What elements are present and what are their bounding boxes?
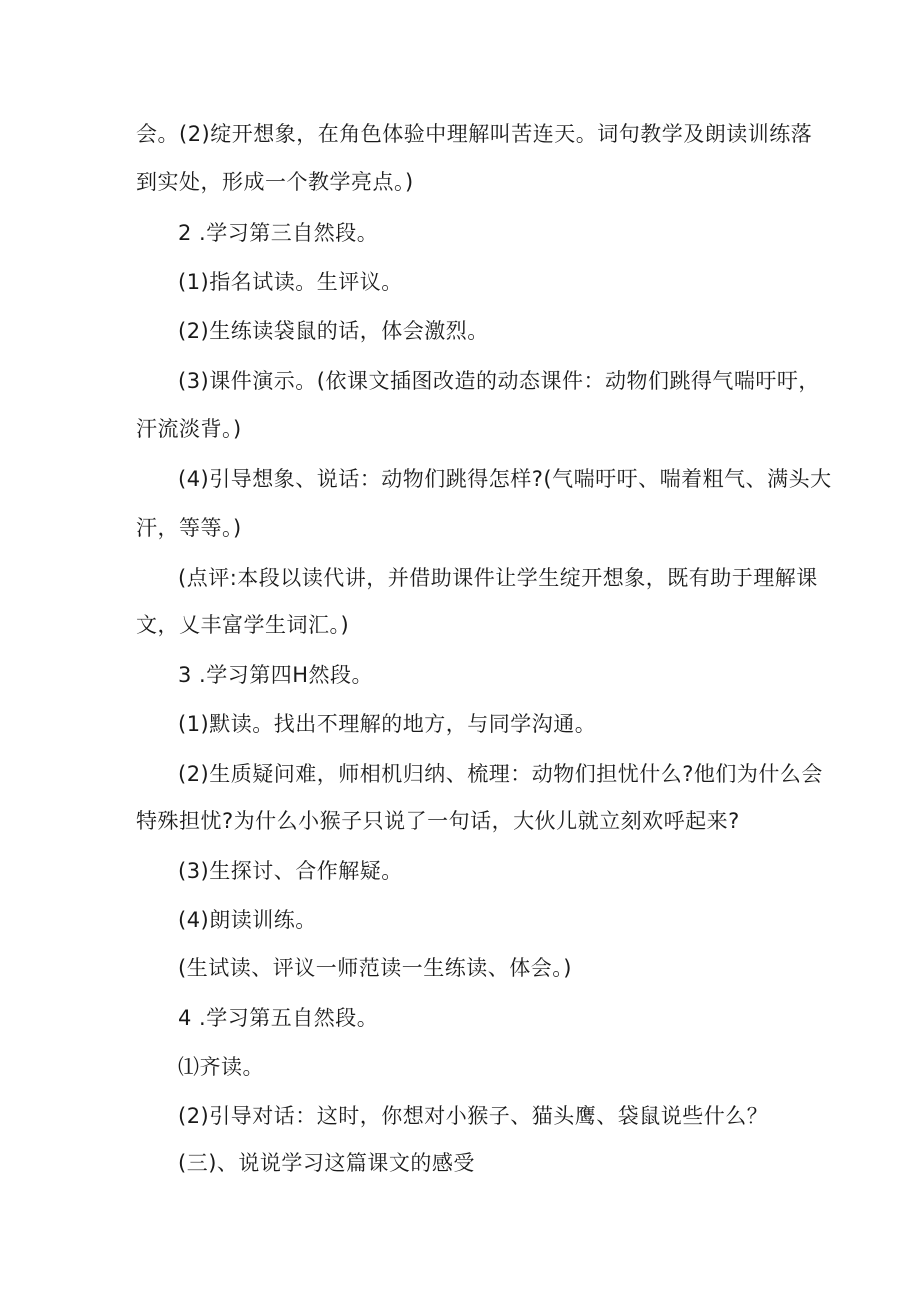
text-line-15: 特殊担忧?为什么小猴子只说了一句话，大伙儿就立刻欢呼起来? — [136, 809, 740, 833]
text-line-9: 汗，等等。) — [136, 516, 242, 540]
text-line-7: 汗流淡背。) — [136, 417, 242, 441]
text-line-20: ⑴齐读。 — [178, 1055, 264, 1079]
text-line-13: (1)默读。找出不理解的地方，与同学沟通。 — [178, 712, 597, 736]
text-line-5: (2)生练读袋鼠的话，体会激烈。 — [178, 319, 489, 343]
comment-line-1: (点评:本段以读代讲，并借助课件让学生绽开想象，既有助于理解课 — [178, 566, 818, 590]
text-line-8: (4)引导想象、说话：动物们跳得怎样?(气喘吁吁、喘着粗气、满头大 — [178, 467, 832, 491]
text-line-17: (4)朗读训练。 — [178, 908, 317, 932]
section-heading-2: 2 .学习第三自然段。 — [178, 221, 379, 245]
text-line-4: (1)指名试读。生评议。 — [178, 270, 403, 294]
section-heading-4: 4 .学习第五自然段。 — [178, 1006, 379, 1030]
text-line-14: (2)生质疑问难，师相机归纳、梳理：动物们担忧什么?他们为什么会 — [178, 762, 823, 786]
section-heading-3: 3 .学习第四H然段。 — [178, 663, 374, 687]
text-line-16: (3)生探讨、合作解疑。 — [178, 859, 403, 883]
text-line-2: 到实处，形成一个教学亮点。) — [136, 170, 414, 194]
text-line-18: (生试读、评议一师范读一生练读、体会。) — [178, 956, 572, 980]
comment-line-2: 文，乂丰富学生词汇。) — [136, 613, 350, 637]
text-line-21: (2)引导对话：这时，你想对小猴子、猫头鹰、袋鼠说些什么？ — [178, 1104, 769, 1128]
section-heading-three: (三)、说说学习这篇课文的感受 — [178, 1151, 475, 1175]
text-line-6: (3)课件演示。(依课文插图改造的动态课件：动物们跳得气喘吁吁， — [178, 369, 820, 393]
text-line-1: 会。(2)绽开想象，在角色体验中理解叫苦连天。词句教学及朗读训练落 — [136, 122, 813, 146]
